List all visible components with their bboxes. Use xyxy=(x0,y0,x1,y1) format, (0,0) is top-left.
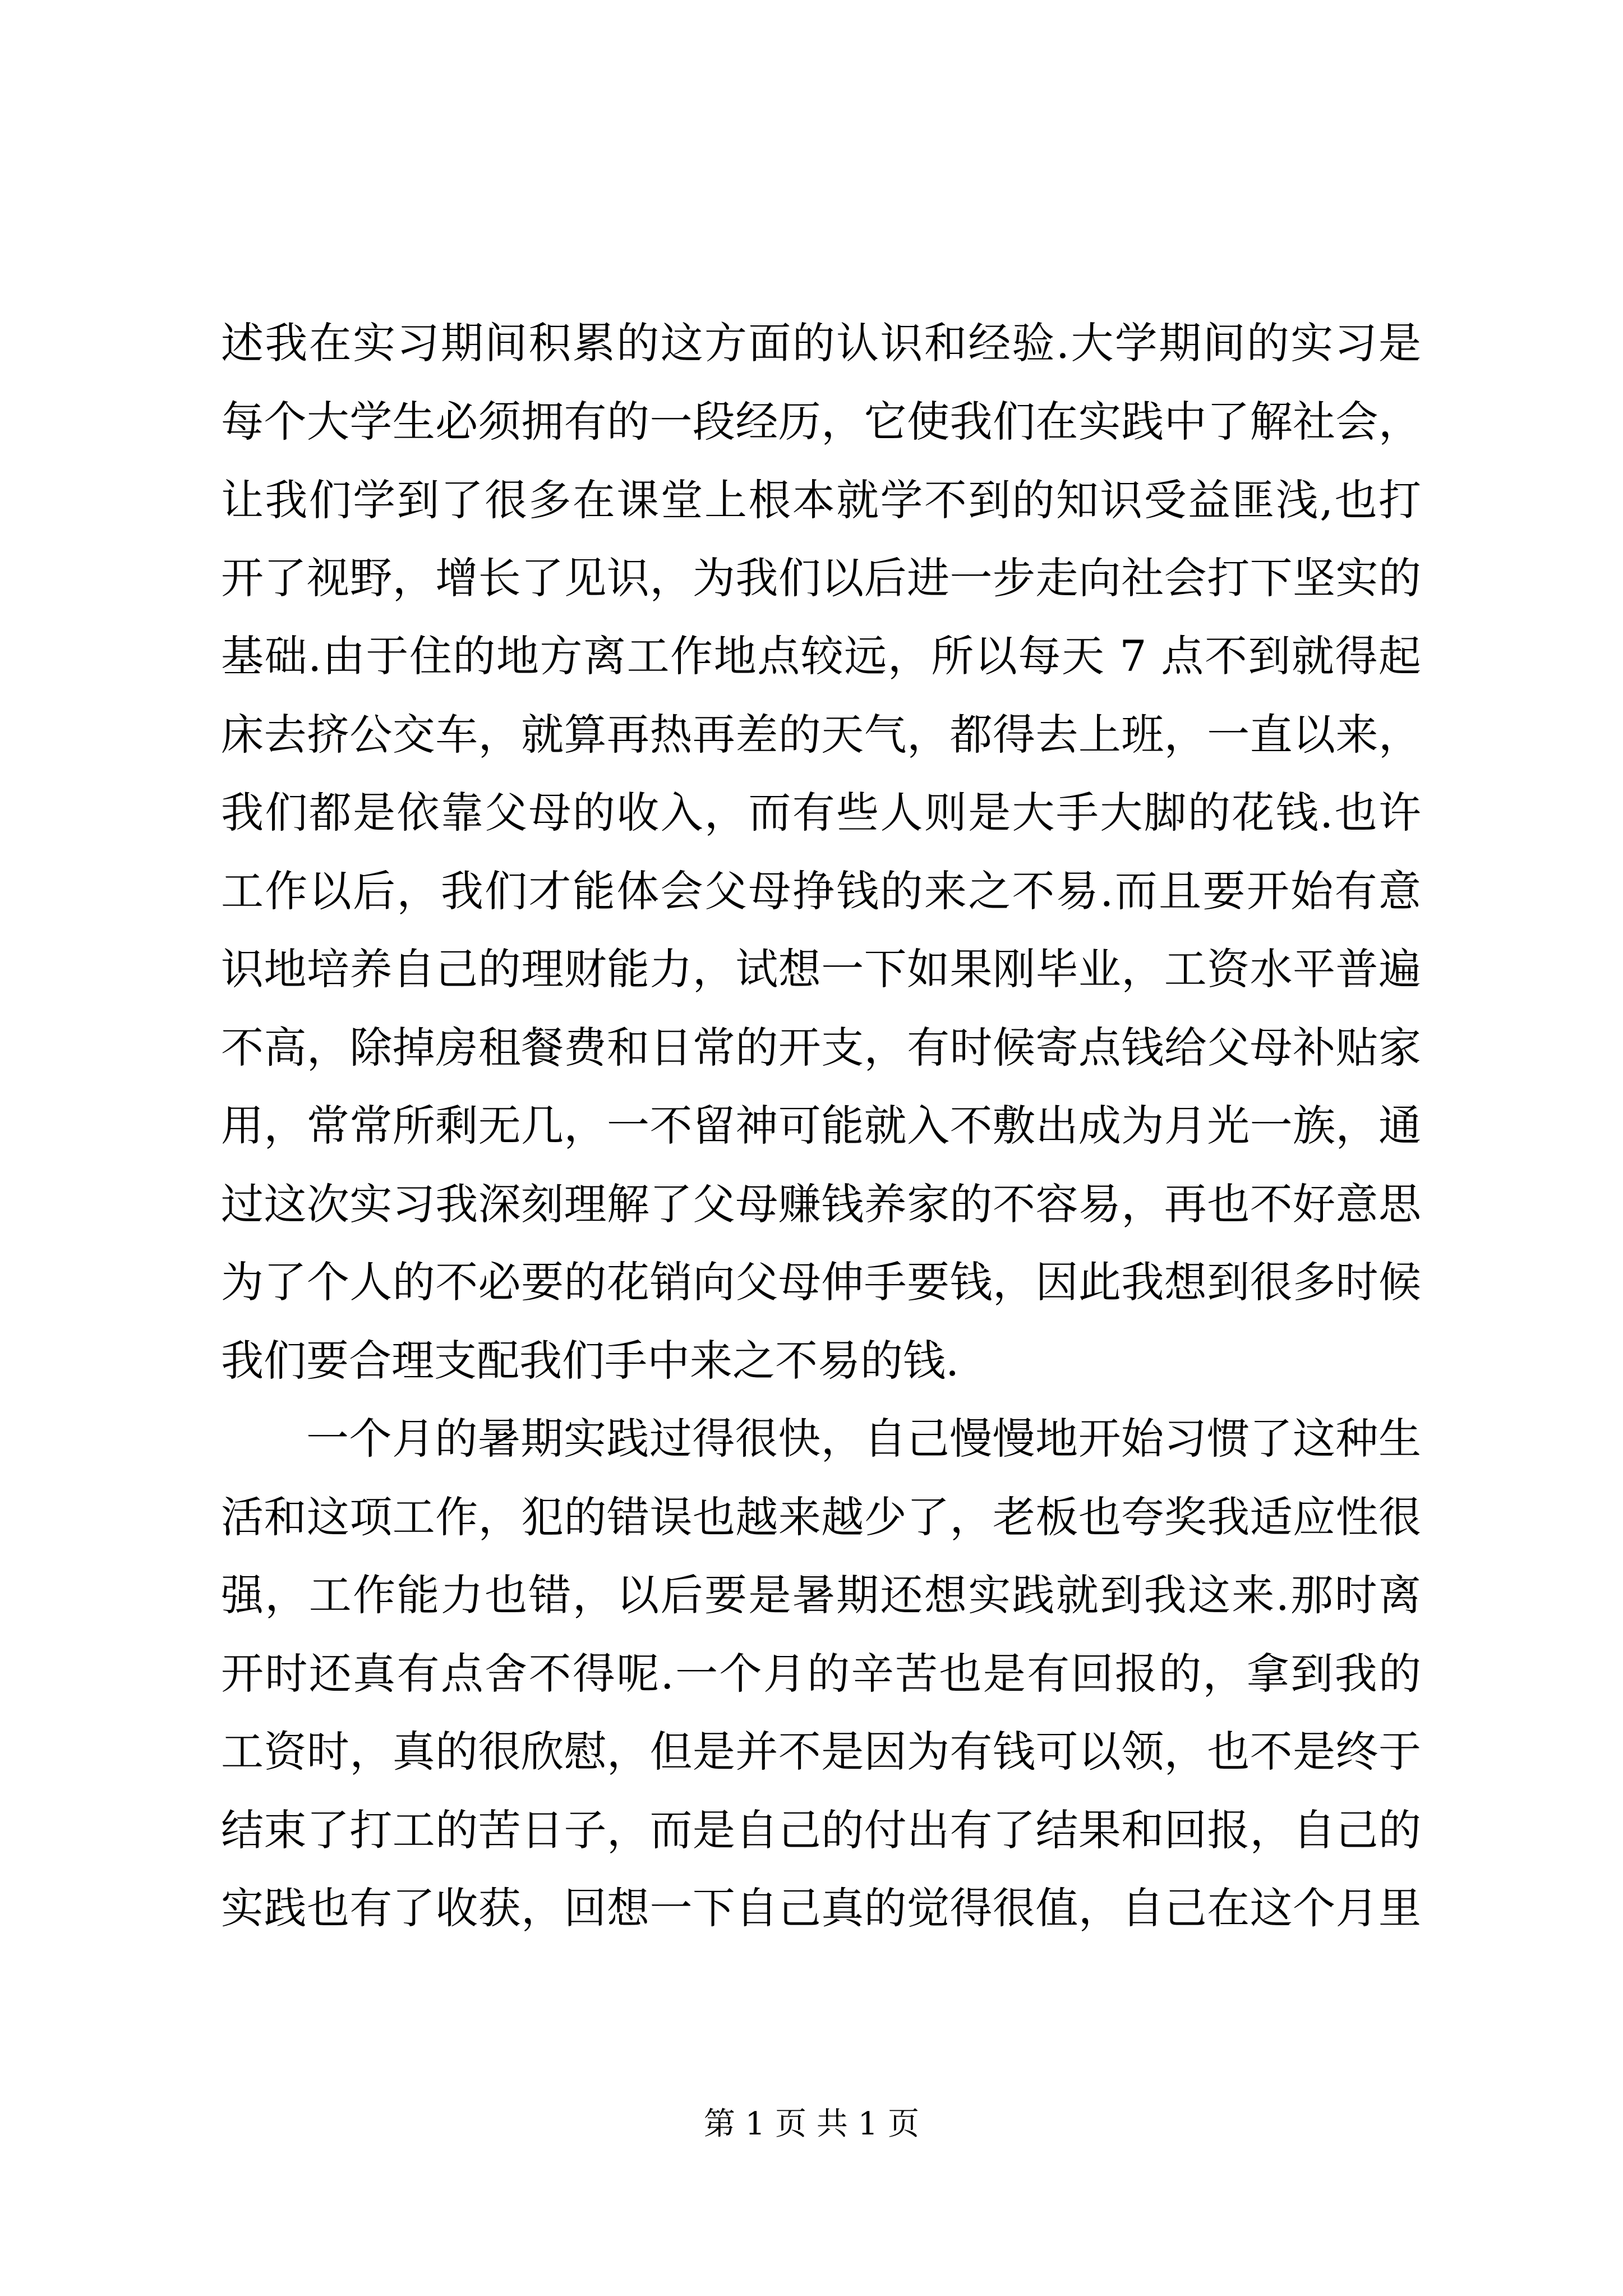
body-text-line: 开了视野，增长了见识，为我们以后进一步走向社会打下坚实的 xyxy=(221,553,1421,603)
body-text-line: 开时还真有点舍不得呢.一个月的辛苦也是有回报的，拿到我的 xyxy=(221,1649,1421,1699)
body-text-line: 工作以后，我们才能体会父母挣钱的来之不易.而且要开始有意 xyxy=(221,866,1421,916)
body-text-line: 不高，除掉房租餐费和日常的开支，有时候寄点钱给父母补贴家 xyxy=(221,1023,1421,1073)
body-text-line: 床去挤公交车，就算再热再差的天气，都得去上班，一直以来， xyxy=(221,710,1421,760)
body-text-line: 我们要合理支配我们手中来之不易的钱. xyxy=(221,1336,960,1386)
page-number-footer: 第 1 页 共 1 页 xyxy=(703,2106,920,2142)
body-text-line: 活和这项工作，犯的错误也越来越少了，老板也夸奖我适应性很 xyxy=(221,1492,1421,1542)
body-text-line: 让我们学到了很多在课堂上根本就学不到的知识受益匪浅,也打 xyxy=(221,475,1421,525)
body-text-line: 用，常常所剩无几，一不留神可能就入不敷出成为月光一族，通 xyxy=(221,1101,1421,1151)
body-text-line: 强，工作能力也错，以后要是暑期还想实践就到我这来.那时离 xyxy=(221,1570,1421,1620)
body-text-line: 为了个人的不必要的花销向父母伸手要钱，因此我想到很多时候 xyxy=(221,1257,1421,1307)
body-text-line: 述我在实习期间积累的这方面的认识和经验.大学期间的实习是 xyxy=(221,318,1421,368)
body-text-line: 每个大学生必须拥有的一段经历，它使我们在实践中了解社会， xyxy=(221,397,1421,447)
body-text-line: 我们都是依靠父母的收入，而有些人则是大手大脚的花钱.也许 xyxy=(221,788,1421,838)
body-text-line: 结束了打工的苦日子，而是自己的付出有了结果和回报，自己的 xyxy=(221,1805,1421,1855)
body-text-line: 实践也有了收获，回想一下自己真的觉得很值，自己在这个月里 xyxy=(221,1883,1421,1933)
body-text-line: 基础.由于住的地方离工作地点较远，所以每天 7 点不到就得起 xyxy=(221,631,1421,681)
body-text-line: 识地培养自己的理财能力，试想一下如果刚毕业，工资水平普遍 xyxy=(221,944,1421,994)
body-text-line: 工资时，真的很欣慰，但是并不是因为有钱可以领，也不是终于 xyxy=(221,1727,1421,1777)
paragraph-first-line: 一个月的暑期实践过得很快，自己慢慢地开始习惯了这种生 xyxy=(306,1414,1421,1464)
body-text-line: 过这次实习我深刻理解了父母赚钱养家的不容易，再也不好意思 xyxy=(221,1179,1421,1229)
